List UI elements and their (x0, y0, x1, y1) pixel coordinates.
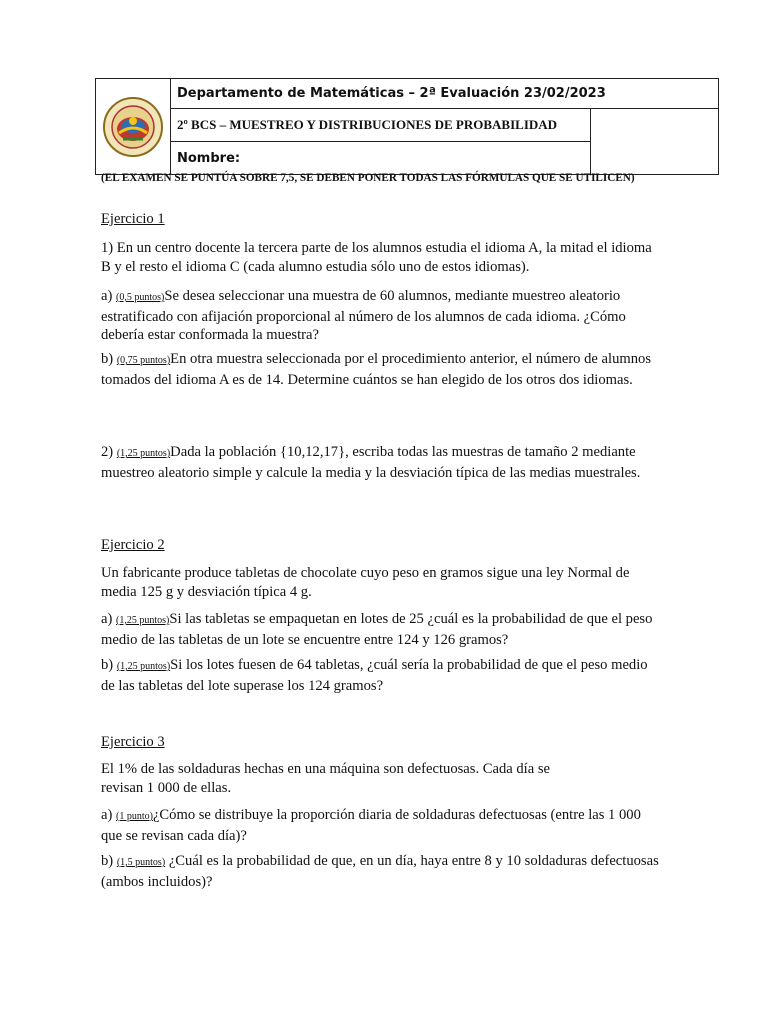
exercise-2-part-a (101, 610, 661, 649)
exercise-title: Ejercicio 3 (101, 734, 165, 750)
part-label: b) (101, 853, 114, 869)
logo-cell (96, 79, 171, 175)
part-text: ¿Cuál es la probabilidad de que, en un día, haya entre 8 y 10 soldaduras defectuosas (ambos incluidos)? (101, 853, 659, 890)
part-text: Dada la población {10,12,17}, escriba todas las muestras de tamaño 2 mediante muestreo aleatorio simple y calcule la media y la desviación típica de las medias muestrales. (101, 444, 641, 481)
exercise-title: Ejercicio 2 (101, 537, 165, 553)
part-label: b) (101, 351, 114, 367)
points-label: (1,25 puntos) (116, 615, 170, 626)
exam-header (95, 78, 719, 175)
exercise-title: Ejercicio 1 (101, 211, 165, 227)
part-label: a) (101, 288, 113, 304)
exercise-1-part-a (101, 287, 661, 345)
course-title: 2º BCS – MUESTREO Y DISTRIBUCIONES DE PROBABILIDAD (171, 109, 591, 142)
name-label: Nombre: (171, 142, 591, 175)
part-label: a) (101, 807, 113, 823)
exercise-1-question-1: 1) En un centro docente la tercera parte de los alumnos estudia el idioma A, la mitad el idioma B y el resto el idioma C (cada alumno estudia sólo uno de estos idiomas). (101, 240, 652, 275)
school-crest-icon (101, 95, 165, 159)
points-label: (0,5 puntos) (116, 292, 165, 303)
part-text: Se desea seleccionar una muestra de 60 alumnos, mediante muestreo aleatorio estratificado con afijación proporcional al número de los alumnos de cada idioma. ¿Cómo debería estar conformada la muestra? (101, 288, 626, 343)
exercise-2-title (101, 536, 661, 555)
part-text: Si las tabletas se empaquetan en lotes de 25 ¿cuál es la probabilidad de que el peso medio de las tabletas de un lote se encuentre entre 124 y 126 gramos? (101, 611, 653, 648)
points-label: (1,25 puntos) (116, 448, 171, 459)
exam-note: (EL EXAMEN SE PUNTÚA SOBRE 7,5, SE DEBEN PONER TODAS LAS FÓRMULAS QUE SE UTILICEN) (101, 172, 635, 184)
part-label: a) (101, 611, 113, 627)
exercise-3-part-b (101, 852, 661, 891)
exercise-3-part-a (101, 806, 661, 845)
department-line: Departamento de Matemáticas – 2ª Evaluación 23/02/2023 (171, 79, 719, 109)
points-label: (1,25 puntos) (116, 661, 171, 672)
exercise-2-part-b (101, 656, 661, 695)
part-label: b) (101, 657, 114, 673)
part-text: ¿Cómo se distribuye la proporción diaria de soldaduras defectuosas (entre las 1 000 que se revisan cada día)? (101, 807, 641, 844)
exercise-3-title (101, 733, 661, 752)
exercise-3-intro: El 1% de las soldaduras hechas en una máquina son defectuosas. Cada día se revisan 1 000 de ellas. (101, 761, 551, 796)
exercise-1-part-b (101, 350, 661, 389)
part-label: 2) (101, 444, 114, 460)
part-text: Si los lotes fuesen de 64 tabletas, ¿cuál sería la probabilidad de que el peso medio de las tabletas del lote superase los 124 gramos? (101, 657, 648, 694)
exercise-2-intro: Un fabricante produce tabletas de chocolate cuyo peso en gramos sigue una ley Normal de media 125 g y desviación típica 4 g. (101, 565, 630, 600)
points-label: (0,75 puntos) (116, 355, 171, 366)
exercise-1-title (101, 210, 661, 229)
grade-box (591, 109, 719, 175)
part-text: En otra muestra seleccionada por el procedimiento anterior, el número de alumnos tomados del idioma A es de 14. Determine cuántos se han elegido de los otros dos idiomas. (101, 351, 652, 388)
exercise-1-question-2 (101, 443, 661, 482)
points-label: (1,5 puntos) (116, 857, 166, 868)
points-label: (1 punto) (116, 811, 153, 822)
